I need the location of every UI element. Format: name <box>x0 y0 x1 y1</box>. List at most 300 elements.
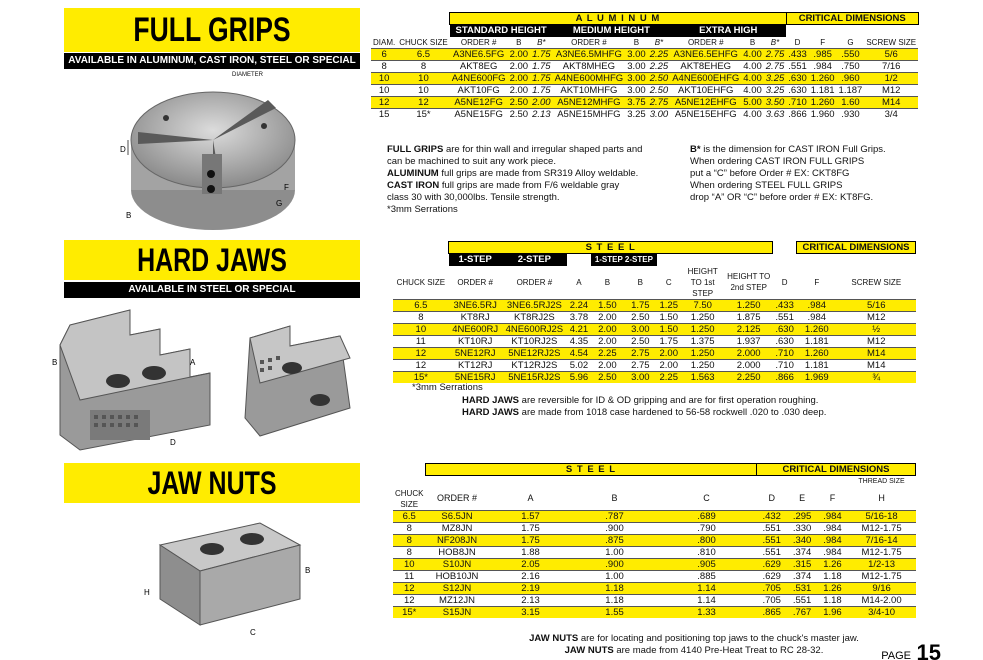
table-cell: 10 <box>393 558 425 570</box>
table-cell: .551 <box>787 594 817 606</box>
svg-text:B: B <box>52 358 58 367</box>
table-cell: .630 <box>773 335 797 347</box>
table-cell: A5NE12MHFG <box>553 97 626 109</box>
note-text: are made from 4140 Pre-Heat Treat to RC 28-32. <box>613 645 824 656</box>
table-cell: .551 <box>757 534 787 546</box>
table-row <box>393 582 916 594</box>
table-cell: 3.50 <box>765 97 785 108</box>
table-cell: 5NE12RJ2S <box>502 347 567 359</box>
table-cell: 2.13 <box>489 594 573 606</box>
table-cell: 6.5 <box>393 510 425 522</box>
table-cell: 1.60 <box>837 97 865 109</box>
table-cell: 4.21 <box>567 323 591 335</box>
fg-col-order-m: ORDER # <box>571 37 607 47</box>
table-cell: 1.14 <box>657 594 757 606</box>
svg-text:H: H <box>144 588 150 597</box>
table-cell: .885 <box>657 570 757 582</box>
page-number: 15 <box>916 640 941 660</box>
table-cell: 2.75 <box>624 347 657 359</box>
note-text: drop “A” OR “C” before order # EX: KT8FG. <box>690 192 874 203</box>
table-cell: 3.00 <box>627 49 646 60</box>
note-text: are reversible for ID & OD gripping and are for first operation roughing. <box>519 395 819 406</box>
table-cell: .705 <box>757 582 787 594</box>
note-text: are made from 1018 case hardened to 56-58 rockwell .020 to .030 deep. <box>519 407 827 418</box>
hj-col-chuck: CHUCK SIZE <box>396 277 446 287</box>
table-cell: 2.75 <box>765 49 785 60</box>
table-cell: 3.25 <box>627 109 646 121</box>
table-cell: 1.75 <box>489 522 573 534</box>
table-cell: .984 <box>817 534 847 546</box>
table-cell: 3.75 <box>627 97 646 108</box>
table-cell: 5/16-18 <box>848 510 916 522</box>
table-cell: 1.00 <box>573 546 657 558</box>
jn-col-c: C <box>703 493 710 503</box>
table-cell: 5.96 <box>567 371 591 383</box>
table-cell: M12 <box>837 335 915 347</box>
diameter-label: DIAMETER <box>232 72 264 78</box>
table-cell: .984 <box>817 510 847 522</box>
table-cell: M14 <box>837 347 915 359</box>
hard-jaw-illustration-left <box>50 305 225 455</box>
table-row <box>371 85 918 97</box>
table-cell: 2.00 <box>509 49 529 60</box>
table-cell: M12-1.75 <box>848 546 916 558</box>
table-cell: 2.50 <box>649 73 669 84</box>
table-cell: 8 <box>393 534 425 546</box>
note-line <box>484 633 904 645</box>
table-cell: 1.96 <box>817 606 847 618</box>
jn-col-d: D <box>768 493 775 503</box>
table-cell: 2.75 <box>649 97 669 108</box>
table-cell: .315 <box>787 558 817 570</box>
full-grips-banner <box>64 8 360 52</box>
table-cell: A3NE6.5MHFG <box>553 49 626 61</box>
table-cell: M14 <box>837 359 915 371</box>
table-cell: .630 <box>788 85 807 96</box>
table-cell: 1.18 <box>573 594 657 606</box>
table-cell: 7/16 <box>864 61 918 73</box>
table-cell: 2.25 <box>657 371 681 383</box>
hj-col-order2: ORDER # <box>516 277 553 287</box>
table-cell: .787 <box>573 510 657 522</box>
jn-col-chuck: CHUCK SIZE <box>395 488 424 509</box>
table-row <box>371 61 918 73</box>
table-cell: 1.75 <box>532 85 551 96</box>
svg-text:B: B <box>305 566 311 575</box>
table-cell: 1.260 <box>797 323 837 335</box>
table-cell: .930 <box>837 109 865 121</box>
table-cell: .960 <box>837 73 865 85</box>
table-cell: A4NE600EHFG <box>672 73 740 84</box>
table-cell: 3.15 <box>489 606 573 618</box>
hj-col-a: A <box>576 277 582 287</box>
table-cell: AKT8EG <box>450 61 508 73</box>
table-cell: 1.57 <box>489 510 573 522</box>
table-cell: 4.00 <box>743 109 762 121</box>
table-cell: .330 <box>787 522 817 534</box>
note-line <box>484 645 904 657</box>
fg-group-extra: EXTRA HIGH <box>670 25 786 37</box>
note-text: full grips are made from F/6 weldable gray <box>439 180 620 191</box>
table-cell: M14 <box>864 97 918 109</box>
table-cell: 3.00 <box>627 85 646 96</box>
fg-col-order-e: ORDER # <box>687 37 724 47</box>
table-cell: .630 <box>788 73 807 84</box>
note-lead: ALUMINUM <box>387 168 439 179</box>
table-cell: 4NE600RJ2S <box>502 323 567 335</box>
table-cell: 2.50 <box>624 335 657 347</box>
table-cell: .551 <box>757 546 787 558</box>
table-cell: S10JN <box>425 558 488 570</box>
hj-rows <box>393 299 916 383</box>
table-row <box>393 359 916 371</box>
table-cell: .374 <box>787 570 817 582</box>
hj-column-headers <box>393 266 916 300</box>
note-lead: JAW NUTS <box>564 645 614 656</box>
table-cell: .866 <box>773 371 797 383</box>
table-cell: .374 <box>787 546 817 558</box>
hard-jaws-table <box>393 241 916 383</box>
table-cell: 11 <box>393 335 449 347</box>
note-line <box>690 144 920 156</box>
table-cell: 4.00 <box>743 85 762 96</box>
table-cell: .984 <box>797 299 837 311</box>
note-line <box>387 192 677 204</box>
table-cell: 3.63 <box>765 109 785 121</box>
table-cell: 1.250 <box>681 311 725 323</box>
hard-jaws-title: HARD JAWS <box>137 242 287 278</box>
table-row <box>393 594 916 606</box>
table-cell: .900 <box>573 522 657 534</box>
svg-text:D: D <box>170 438 176 447</box>
jaw-nuts-table <box>393 463 916 618</box>
svg-text:G: G <box>276 199 283 208</box>
table-cell: 8 <box>393 546 425 558</box>
fg-rows <box>371 49 918 121</box>
jn-col-b: B <box>611 493 618 503</box>
table-cell: 2.00 <box>509 73 529 84</box>
table-cell: 15* <box>393 371 449 383</box>
jn-col-order: ORDER # <box>436 493 477 503</box>
table-row <box>393 606 916 618</box>
table-cell: 2.75 <box>765 61 785 72</box>
note-text: *3mm Serrations <box>387 204 458 215</box>
table-cell: KT12RJ2S <box>502 359 567 371</box>
table-cell: NF208JN <box>425 534 488 546</box>
note-text: is the dimension for CAST IRON Full Grips. <box>700 144 886 155</box>
note-text: are for locating and positioning top jaws to the chuck's master jaw. <box>578 633 859 644</box>
note-text: full grips are made from SR319 Alloy weldable. <box>438 168 639 179</box>
note-line <box>690 168 920 180</box>
jn-col-a: A <box>527 493 534 503</box>
table-cell: M12-1.75 <box>848 570 916 582</box>
table-cell: 6 <box>371 49 397 61</box>
table-row <box>393 570 916 582</box>
table-cell: A5NE12FG <box>450 97 508 109</box>
note-line <box>387 156 677 168</box>
table-cell: A5NE15MHFG <box>553 109 626 121</box>
table-cell: 2.75 <box>624 359 657 371</box>
jaw-nuts-title: JAW NUTS <box>147 465 277 501</box>
table-cell: 1.181 <box>797 359 837 371</box>
table-cell: 3.00 <box>627 61 646 72</box>
table-cell: 2.250 <box>725 371 773 383</box>
table-cell: 2.25 <box>649 49 669 60</box>
note-lead: CAST IRON <box>387 180 440 191</box>
table-row <box>393 347 916 359</box>
table-cell: 2.00 <box>657 359 681 371</box>
hj-serrations-note: *3mm Serrations <box>412 382 483 393</box>
table-cell: 1.250 <box>681 347 725 359</box>
table-cell: KT12RJ <box>449 359 502 371</box>
hj-col-b1: B <box>604 277 611 287</box>
table-cell: 6.5 <box>397 49 449 61</box>
table-cell: 1.250 <box>681 323 725 335</box>
table-cell: .551 <box>788 61 807 72</box>
table-row <box>393 522 916 534</box>
hj-col-h1: HEIGHT TO 1st STEP <box>687 266 718 298</box>
table-cell: 2.16 <box>489 570 573 582</box>
table-cell: .866 <box>788 109 807 121</box>
table-cell: .865 <box>757 606 787 618</box>
hj-step1-header: 1-STEP <box>449 254 502 266</box>
table-cell: 1.50 <box>657 323 681 335</box>
table-cell: 2.00 <box>591 335 624 347</box>
fg-column-headers <box>371 37 918 49</box>
hj-step-ab-header: 1-STEP 2-STEP <box>591 254 657 266</box>
table-cell: .629 <box>757 570 787 582</box>
table-cell: 1.18 <box>817 594 847 606</box>
table-cell: 12 <box>393 359 449 371</box>
fg-col-b-e: B <box>749 37 756 47</box>
table-cell: 1.26 <box>817 558 847 570</box>
full-grips-title: FULL GRIPS <box>133 11 291 49</box>
fg-col-order: ORDER # <box>460 37 497 47</box>
table-cell: 1.88 <box>489 546 573 558</box>
table-cell: AKT10EHFG <box>670 85 741 97</box>
table-cell: A5NE15FG <box>450 109 508 121</box>
note-text: put a “C” before Order # EX: CKT8FG <box>690 168 850 179</box>
full-grips-table <box>371 12 919 121</box>
note-line <box>690 192 920 204</box>
table-cell: .810 <box>657 546 757 558</box>
table-cell: 10 <box>393 323 449 335</box>
svg-text:B: B <box>126 211 132 220</box>
hard-jaws-banner <box>64 240 360 280</box>
jn-critical-header: CRITICAL DIMENSIONS <box>757 464 916 476</box>
table-cell: .710 <box>773 359 797 371</box>
table-cell: S6.5JN <box>425 510 488 522</box>
table-cell: 5.00 <box>743 97 762 108</box>
table-cell: 1.375 <box>681 335 725 347</box>
table-cell: ½ <box>837 323 915 335</box>
table-row <box>371 97 918 109</box>
table-cell: 1.250 <box>681 359 725 371</box>
table-cell: S15JN <box>425 606 488 618</box>
table-cell: 5NE15RJ2S <box>502 371 567 383</box>
table-cell: .705 <box>757 594 787 606</box>
table-cell: .295 <box>787 510 817 522</box>
table-row <box>393 311 916 323</box>
table-cell: .985 <box>809 49 837 61</box>
jaw-nuts-banner <box>64 463 360 503</box>
note-text: are for thin wall and irregular shaped parts and <box>443 144 643 155</box>
table-cell: AKT10FG <box>450 85 508 97</box>
table-cell: 12 <box>393 582 425 594</box>
table-cell: 2.50 <box>509 97 529 108</box>
table-cell: 3.00 <box>624 371 657 383</box>
table-cell: .433 <box>773 299 797 311</box>
table-cell: 1/2-13 <box>848 558 916 570</box>
table-cell: 5NE15RJ <box>449 371 502 383</box>
table-cell: 9/16 <box>848 582 916 594</box>
table-cell: 2.000 <box>725 359 773 371</box>
full-grips-subtitle: AVAILABLE IN ALUMINUM, CAST IRON, STEEL OR SPECIAL <box>64 53 360 69</box>
table-row <box>393 558 916 570</box>
table-cell: 1.260 <box>810 73 835 84</box>
table-cell: .984 <box>797 311 837 323</box>
svg-text:F: F <box>284 183 289 192</box>
jn-col-e: E <box>799 493 806 503</box>
table-cell: 1.18 <box>817 570 847 582</box>
jn-col-f: F <box>829 493 836 503</box>
table-cell: 3NE6.5RJ <box>449 299 502 311</box>
hard-jaws-subtitle: AVAILABLE IN STEEL OR SPECIAL <box>64 282 360 298</box>
table-cell: 3.00 <box>649 109 669 121</box>
table-cell: 1.26 <box>817 582 847 594</box>
table-cell: KT10RJ <box>449 335 502 347</box>
table-cell: .433 <box>788 49 807 60</box>
table-cell: 4.35 <box>567 335 591 347</box>
table-row <box>393 335 916 347</box>
table-cell: 4.00 <box>743 73 762 84</box>
table-cell: M12 <box>864 85 918 97</box>
hj-col-b2: B <box>637 277 643 287</box>
svg-text:D: D <box>120 145 126 154</box>
table-cell: 3.00 <box>624 323 657 335</box>
table-cell: 2.000 <box>725 347 773 359</box>
hj-material-header: S T E E L <box>449 242 773 254</box>
table-cell: M14-2.00 <box>848 594 916 606</box>
hard-jaw-illustration-right <box>240 318 360 448</box>
table-cell: 1.75 <box>489 534 573 546</box>
hj-notes <box>462 395 902 419</box>
table-cell: .984 <box>817 546 847 558</box>
note-lead: B* <box>690 144 701 155</box>
table-cell: 3/4 <box>864 109 918 121</box>
jn-notes <box>484 633 904 657</box>
fg-col-diam: DIAM. <box>373 37 396 47</box>
table-cell: M12 <box>837 311 915 323</box>
hj-critical-header: CRITICAL DIMENSIONS <box>797 242 916 254</box>
table-cell: .790 <box>657 522 757 534</box>
table-cell: MZ12JN <box>425 594 488 606</box>
jn-col-h: H <box>878 493 885 503</box>
note-line <box>387 180 677 192</box>
table-cell: 15* <box>393 606 425 618</box>
table-cell: 1/2 <box>864 73 918 85</box>
table-cell: 1.937 <box>725 335 773 347</box>
table-cell: 10 <box>397 73 449 85</box>
table-cell: 15 <box>371 109 397 121</box>
table-cell: 1.75 <box>532 49 551 60</box>
table-cell: 2.00 <box>509 85 529 96</box>
fg-col-chuck: CHUCK SIZE <box>399 37 448 47</box>
table-row <box>393 546 916 558</box>
table-cell: 5.02 <box>567 359 591 371</box>
table-row <box>393 534 916 546</box>
fg-col-g: G <box>847 37 854 47</box>
table-cell: .984 <box>809 61 837 73</box>
table-cell: .800 <box>657 534 757 546</box>
jn-column-headers <box>393 488 916 511</box>
fg-group-standard: STANDARD HEIGHT <box>450 25 553 37</box>
table-cell: 2.00 <box>532 97 551 108</box>
table-cell: 15* <box>397 109 449 121</box>
hj-col-h2: HEIGHT TO 2nd STEP <box>727 272 771 292</box>
table-cell: 5/16 <box>837 299 915 311</box>
svg-text:A: A <box>190 358 196 367</box>
table-cell: 4.00 <box>743 49 762 60</box>
fg-col-bstar-e: B* <box>770 37 780 47</box>
table-cell: 1.55 <box>573 606 657 618</box>
table-cell: 1.563 <box>681 371 725 383</box>
note-line <box>462 407 902 419</box>
table-cell: MZ8JN <box>425 522 488 534</box>
table-cell: 10 <box>371 73 397 85</box>
table-cell: 1.181 <box>810 85 835 96</box>
table-cell: 8 <box>393 522 425 534</box>
table-cell: 1.969 <box>797 371 837 383</box>
fg-col-b-m: B <box>633 37 640 47</box>
table-cell: 5/6 <box>864 49 918 61</box>
fg-col-d: D <box>794 37 801 47</box>
table-cell: 2.50 <box>591 371 624 383</box>
note-text: class 30 with 30,000lbs. Tensile strength. <box>387 192 560 203</box>
table-cell: S12JN <box>425 582 488 594</box>
table-cell: A3NE6.5EHFG <box>670 49 741 61</box>
table-cell: 3.25 <box>765 85 785 96</box>
table-cell: .689 <box>657 510 757 522</box>
fg-critical-header: CRITICAL DIMENSIONS <box>786 13 918 25</box>
table-cell: 8 <box>393 311 449 323</box>
table-row <box>393 510 916 522</box>
table-cell: 1.33 <box>657 606 757 618</box>
table-cell: AKT8EHEG <box>670 61 741 73</box>
table-cell: AKT10MHFG <box>553 85 626 97</box>
table-cell: 1.25 <box>657 299 681 311</box>
fg-notes-left <box>387 144 677 216</box>
table-cell: .340 <box>787 534 817 546</box>
table-cell: A3NE6.5FG <box>450 49 508 61</box>
table-cell: 12 <box>371 97 397 109</box>
fg-col-b: B <box>516 37 522 47</box>
table-cell: 1.260 <box>810 97 835 108</box>
note-line <box>462 395 902 407</box>
table-cell: .900 <box>573 558 657 570</box>
table-cell: KT8RJ2S <box>502 311 567 323</box>
table-cell: 1.75 <box>532 61 551 72</box>
note-text: can be machined to suit any work piece. <box>387 156 556 167</box>
hj-col-c: C <box>665 277 672 287</box>
fg-material-header: A L U M I N U M <box>450 13 787 25</box>
table-cell: 2.50 <box>624 311 657 323</box>
table-cell: 2.24 <box>567 299 591 311</box>
table-cell: 3.25 <box>765 73 785 84</box>
page-prefix: PAGE <box>881 650 911 660</box>
table-cell: M12-1.75 <box>848 522 916 534</box>
table-cell: 12 <box>397 97 449 109</box>
